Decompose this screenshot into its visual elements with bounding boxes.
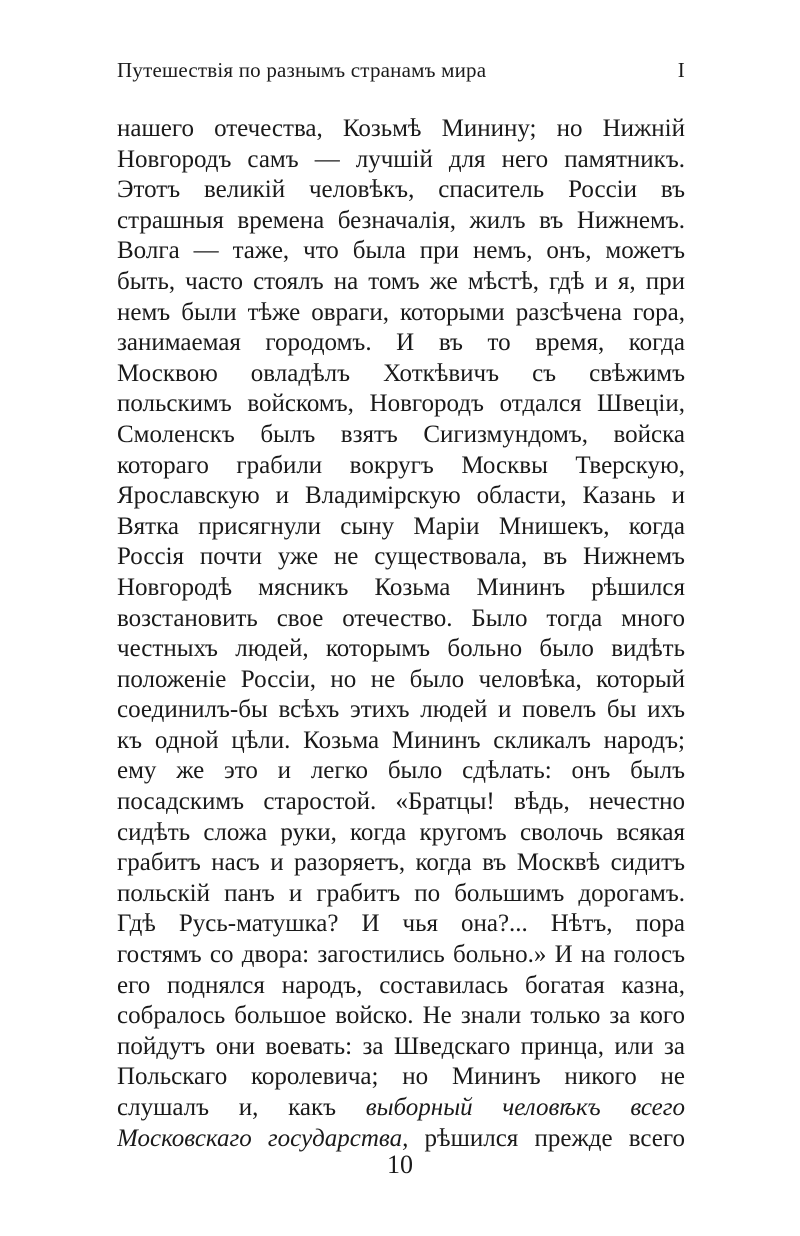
running-header [117, 58, 685, 88]
text-line: Москвою овладѣлъ Хоткѣвичъ съ свѣжимъ [117, 359, 685, 387]
italic-text-run: выборный человѣкъ всего [365, 1094, 685, 1121]
text-line: Ярославскую и Владимірскую области, Казань и [117, 482, 685, 510]
text-line: его поднялся народъ, составилась богатая казна, [117, 971, 685, 999]
text-line: страшныя времена безначалія, жилъ въ Нижнемъ. [117, 206, 685, 234]
text-line: Новгородѣ мясникъ Козьма Мининъ рѣшился [117, 573, 685, 601]
running-header-section-number: I [677, 58, 685, 82]
text-line-mixed [117, 1093, 685, 1124]
text-line: Этотъ великій человѣкъ, спаситель Россіи въ [117, 176, 685, 204]
text-line: сидѣть сложа руки, когда кругомъ сволочь всякая [117, 818, 685, 846]
text-line: положеніе Россіи, но не было человѣка, который [117, 665, 685, 693]
text-line: грабитъ насъ и разоряетъ, когда въ Москвѣ сидитъ [117, 849, 685, 877]
text-line: Польскаго королевича; но Мининъ никого не [117, 1063, 685, 1091]
text-line: нашего отечества, Козьмѣ Минину; но Нижній [117, 115, 685, 142]
text-line: польскій панъ и грабитъ по большимъ дорогамъ. [117, 879, 685, 907]
text-line: гостямъ со двора: загостились больно.» И на голосъ [117, 941, 685, 969]
text-line: Смоленскъ былъ взятъ Сигизмундомъ, войска [117, 420, 685, 448]
text-line: соединилъ-бы всѣхъ этихъ людей и повелъ бы ихъ [117, 696, 685, 724]
text-line: Россія почти уже не существовала, въ Нижнемъ [117, 543, 685, 571]
text-line: пойдутъ они воевать: за Шведскаго принца, или за [117, 1032, 685, 1060]
text-line: Вятка присягнули сыну Маріи Мнишекъ, когда [117, 512, 685, 540]
text-line: честныхъ людей, которымъ больно было видѣть [117, 635, 685, 663]
body-text [117, 114, 685, 1154]
text-line: собралось большое войско. Не знали только за кого [117, 1002, 685, 1030]
text-line: немъ были тѣже овраги, которыми разсѣчена гора, [117, 298, 685, 326]
italic-text-run: Московскаго государства, [117, 1124, 409, 1152]
text-line: къ одной цѣли. Козьма Мининъ скликалъ народъ; [117, 726, 685, 754]
text-line: ему же это и легко было сдѣлать: онъ былъ [117, 757, 685, 785]
text-run: слушалъ и, какъ [117, 1094, 366, 1121]
text-line: возстановить свое отечество. Было тогда много [117, 604, 685, 632]
text-line: польскимъ войскомъ, Новгородъ отдался Швеціи, [117, 390, 685, 418]
text-line: Гдѣ Русь-матушка? И чья она?... Нѣтъ, пора [117, 910, 685, 938]
text-line: Новгородъ самъ — лучшій для него памятникъ. [117, 145, 685, 173]
running-header-title: Путешествія по разнымъ странамъ мира [117, 58, 487, 82]
text-run: рѣшился прежде всего [408, 1124, 685, 1152]
text-line: посадскимъ старостой. «Братцы! вѣдь, нечестно [117, 788, 685, 816]
text-line: котораго грабили вокругъ Москвы Тверскую, [117, 451, 685, 479]
text-line: занимаемая городомъ. И въ то время, когда [117, 329, 685, 357]
page-number: 10 [387, 1150, 413, 1179]
text-line: быть, часто стоялъ на томъ же мѣстѣ, гдѣ и я, при [117, 267, 685, 295]
text-line: Волга — таже, что была при немъ, онъ, можетъ [117, 237, 685, 265]
